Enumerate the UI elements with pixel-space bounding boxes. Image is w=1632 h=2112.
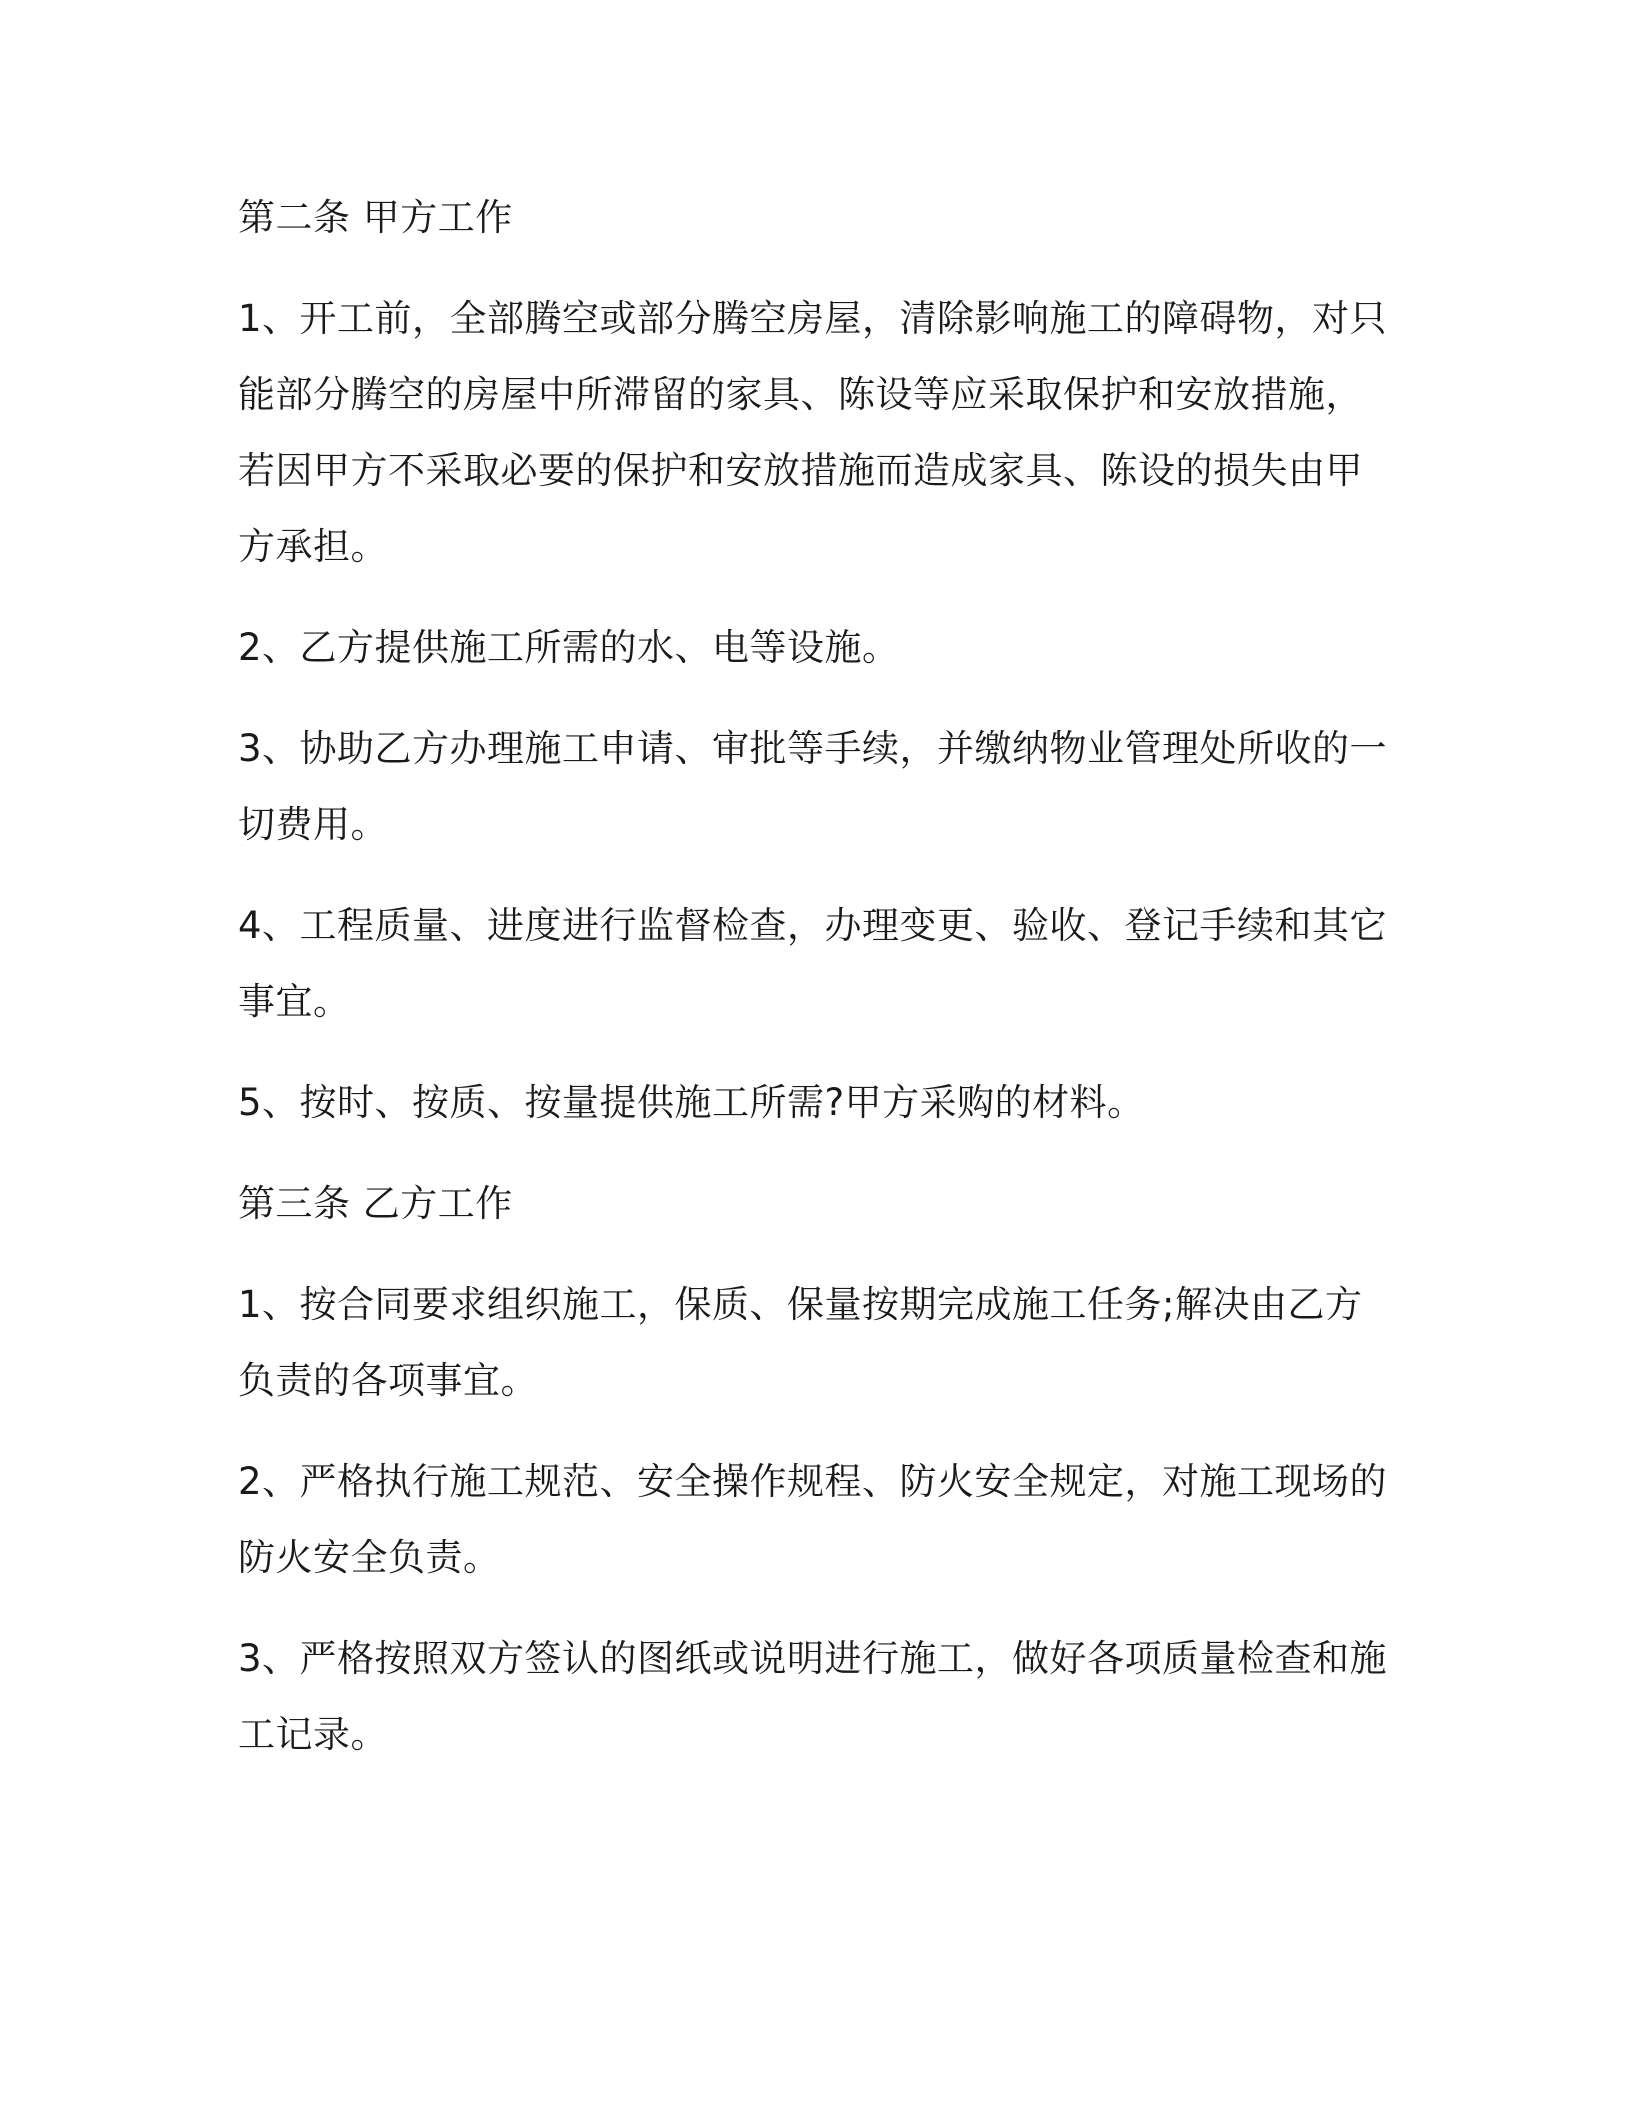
paragraph-a-1: 1、开工前，全部腾空或部分腾空房屋，清除影响施工的障碍物，对只能部分腾空的房屋中所滞留的家具、陈设等应采取保护和安放措施，若因甲方不采取必要的保护和安放措施而造成家具、陈设的损失由甲方承担。 bbox=[238, 297, 1388, 568]
section-heading-party-b: 第三条 乙方工作 bbox=[238, 1182, 513, 1225]
section-heading-party-a: 第二条 甲方工作 bbox=[238, 196, 513, 239]
paragraph-a-4: 4、工程质量、进度进行监督检查，办理变更、验收、登记手续和其它事宜。 bbox=[238, 904, 1388, 1023]
paragraph-a-2: 2、乙方提供施工所需的水、电等设施。 bbox=[238, 626, 900, 669]
paragraph-b-2: 2、严格执行施工规范、安全操作规程、防火安全规定，对施工现场的防火安全负责。 bbox=[238, 1460, 1388, 1579]
paragraph-b-3: 3、严格按照双方签认的图纸或说明进行施工，做好各项质量检查和施工记录。 bbox=[238, 1637, 1388, 1756]
paragraph-a-3: 3、协助乙方办理施工申请、审批等手续，并缴纳物业管理处所收的一切费用。 bbox=[238, 727, 1388, 846]
document-body bbox=[238, 180, 1388, 1798]
paragraph-b-1: 1、按合同要求组织施工，保质、保量按期完成施工任务;解决由乙方负责的各项事宜。 bbox=[238, 1283, 1363, 1402]
paragraph-a-5: 5、按时、按质、按量提供施工所需?甲方采购的材料。 bbox=[238, 1081, 1145, 1124]
